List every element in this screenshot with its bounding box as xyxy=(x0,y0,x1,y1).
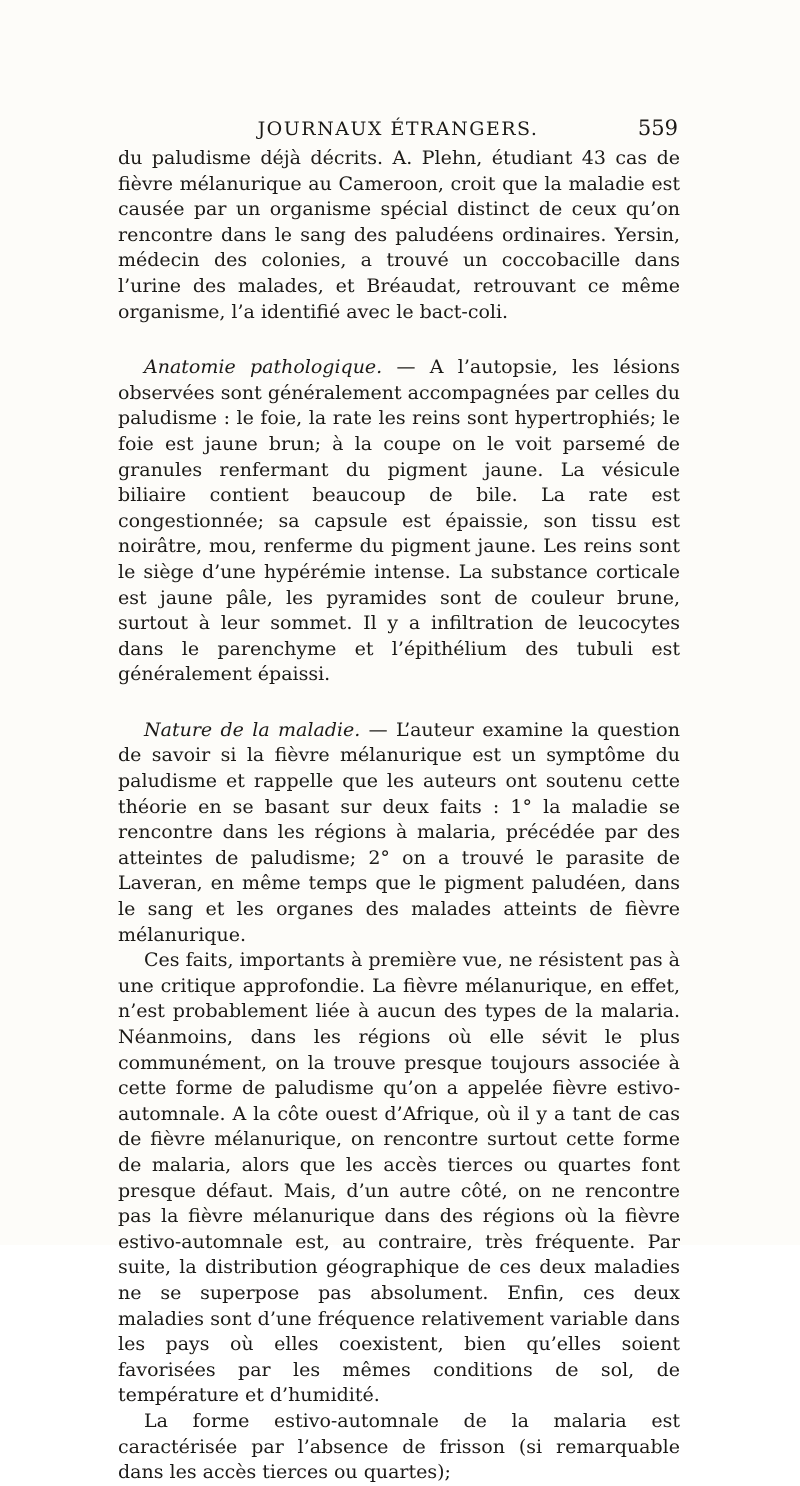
paragraph-text: La forme estivo-automnale de la malaria est caractérisée par l’absence de frisson (si remarquable dans les accès tierces ou quartes); xyxy=(118,1409,680,1484)
paragraph-text: — L’auteur examine la question de savoir si la fièvre mélanurique est un symptôme du paludisme et rappelle que les auteurs ont soutenu cette théorie en se basant sur deux faits : 1° la maladie se rencontre dans les régions à malaria, précédée par des atteintes de paludisme; 2° on a trouvé le parasite de Laveran, en même temps que le pigment paludéen, dans le sang et les organes des malades atteints de fièvre mélanurique. xyxy=(118,718,680,946)
paragraph-text: — A l’autopsie, les lésions observées sont généralement accompagnées par celles du paludisme : le foie, la rate les reins sont hypertrophiés; le foie est jaune brun; à la coupe on le voit parsemé de granules renfermant du pigment jaune. La vésicule biliaire contient beaucoup de bile. La rate est congestionnée; sa capsule est épaissie, son tissu est noirâtre, mou, renferme du pigment jaune. Les reins sont le siège d’une hypérémie intense. La substance corticale est jaune pâle, les pyramides sont de couleur brune, surtout à leur sommet. Il y a infiltration de leucocytes dans le parenchyme et l’épithélium des tubuli est généralement épaissi. xyxy=(118,356,680,686)
section-heading-anatomie: Anatomie pathologique. xyxy=(144,356,383,379)
paragraph-forme-estivo xyxy=(118,1409,680,1486)
paragraph-continuation xyxy=(118,146,680,325)
paragraph-anatomie xyxy=(118,355,680,688)
section-heading-nature: Nature de la maladie. xyxy=(144,718,361,741)
article-body xyxy=(118,146,680,1486)
paragraph-text: Ces faits, importants à première vue, ne résistent pas à une critique approfondie. La fièvre mélanurique, en effet, n’est probablement liée à aucun des types de la malaria. Néanmoins, dans les régions où elle sévit le plus communément, on la trouve presque toujours associée à cette forme de paludisme qu’on a appelée fièvre estivo-automnale. A la côte ouest d’Afrique, où il y a tant de cas de fièvre mélanurique, on rencontre surtout cette forme de malaria, alors que les accès tierces ou quartes font presque défaut. Mais, d’un autre côté, on ne rencontre pas la fièvre mélanurique dans des régions où la fièvre estivo-automnale est, au contraire, très fréquente. Par suite, la distribution géographique de ces deux maladies ne se superpose pas absolument. Enfin, ces deux maladies sont d’une fréquence relativement variable dans les pays où elles coexistent, bien qu’elles soient favorisées par les mêmes conditions de sol, de température et d’humidité. xyxy=(118,949,680,1407)
running-title: JOURNAUX ÉTRANGERS. xyxy=(257,118,539,140)
paragraph-nature xyxy=(118,718,680,948)
paragraph-text: du paludisme déjà décrits. A. Plehn, étudiant 43 cas de fièvre mélanurique au Cameroon, croit que la maladie est causée par un organisme spécial distinct de ceux qu’on rencontre dans le sang des paludéens ordinaires. Yersin, médecin des colonies, a trouvé un coccobacille dans l’urine des malades, et Bréaudat, retrouvant ce même organisme, l’a identifié avec le bact-coli. xyxy=(118,147,680,323)
running-header xyxy=(118,112,678,142)
paragraph-ces-faits xyxy=(118,948,680,1409)
page-number: 559 xyxy=(637,116,678,140)
